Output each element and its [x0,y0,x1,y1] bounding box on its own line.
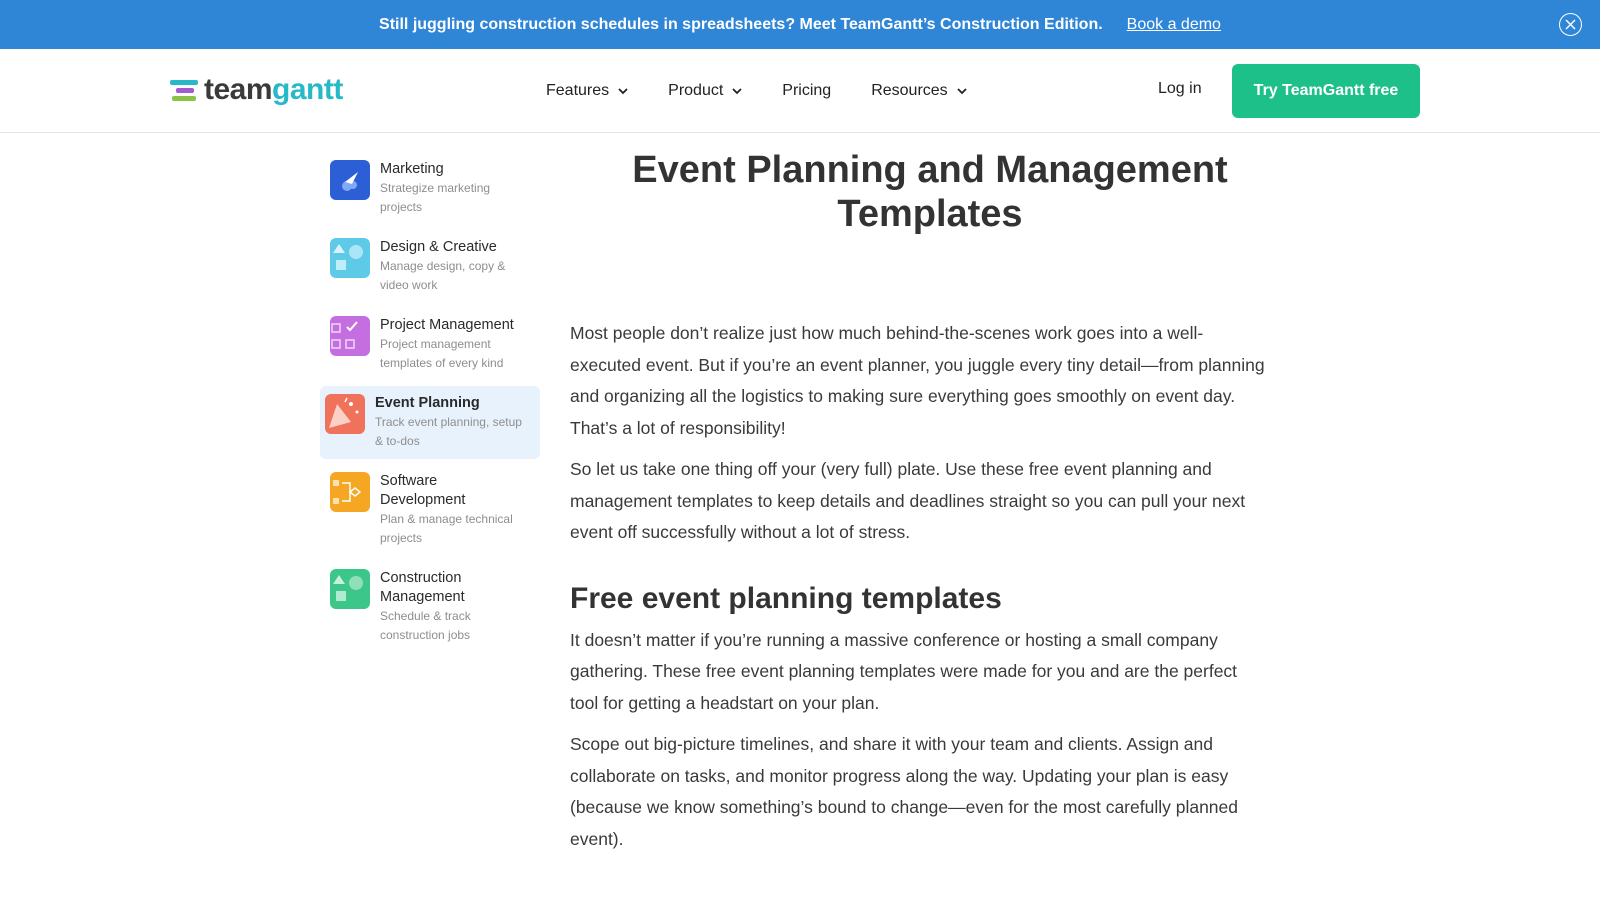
nav-pricing[interactable]: Pricing [782,82,832,99]
party-popper-icon [325,394,365,434]
sidebar-item-desc: Track event planning, setup & to-dos [375,415,522,448]
intro-paragraph-1: Most people don’t realize just how much behind-the-scenes work goes into a well-executed event. But if you’re an event planner, you juggle every tiny detail—from planning and organizing all the logistics to making sure everything goes smoothly on event day. That’s a lot of responsibility! [570,323,1265,438]
page-title: Event Planning and Management Templates [632,149,1228,235]
close-icon [1565,19,1576,30]
logo-wordmark: teamgantt [204,73,343,106]
teamgantt-logo[interactable] [170,73,343,107]
promo-banner [0,0,1600,49]
sidebar-item-software-development[interactable] [320,464,540,556]
login-link[interactable]: Log in [1158,80,1202,97]
section-paragraph-1: It doesn’t matter if you’re running a massive conference or hosting a small company gathering. These free event planning templates were made for you and are the perfect tool for getting a headstart on your plan. [570,629,1238,713]
section-heading: Free event planning templates [570,581,1002,615]
book-demo-link[interactable]: Book a demo [1126,15,1221,33]
logo-mark-icon [170,78,200,102]
sidebar-item-label: Software Development [380,473,466,508]
checklist-icon [330,316,370,356]
blocks-icon [330,569,370,609]
try-free-button[interactable]: Try TeamGantt free [1232,64,1420,118]
chevron-down-icon [618,87,628,95]
code-flow-icon [330,472,370,512]
nav-features[interactable]: Features [546,82,628,100]
section-paragraph-2: Scope out big-picture timelines, and share it with your team and clients. Assign and collaborate on tasks, and monitor progress along the way. Updating your plan is easy (because we know something’s bound to change—even for the most carefully planned event). [570,734,1238,849]
sidebar-item-project-management[interactable] [320,308,540,381]
sidebar-item-desc: Plan & manage technical projects [380,512,513,545]
main-nav [546,49,1007,133]
nav-resources[interactable]: Resources [871,82,966,100]
sidebar-item-event-planning[interactable] [320,386,540,459]
sidebar-item-desc: Schedule & track construction jobs [380,609,471,642]
main-content [570,148,1270,865]
nav-product[interactable]: Product [668,82,742,100]
sidebar-item-label: Project Management [380,317,514,333]
sidebar-item-desc: Project management templates of every kind [380,337,504,370]
banner-message: Still juggling construction schedules in spreadsheets? Meet TeamGantt’s Construction Edition. [379,15,1103,33]
template-category-sidebar [320,152,540,658]
close-banner-button[interactable] [1559,13,1582,36]
sidebar-item-construction-management[interactable] [320,561,540,653]
rocket-icon [330,160,370,200]
sidebar-item-label: Design & Creative [380,239,497,255]
sidebar-item-design-creative[interactable] [320,230,540,303]
chevron-down-icon [732,87,742,95]
sidebar-item-label: Event Planning [375,395,480,411]
sidebar-item-desc: Manage design, copy & video work [380,259,506,292]
site-header [0,49,1600,133]
sidebar-item-label: Construction Management [380,570,465,605]
intro-paragraph-2: So let us take one thing off your (very full) plate. Use these free event planning and management templates to keep details and deadlines straight so you can pull your next event off successfully without a lot of stress. [570,459,1246,542]
chevron-down-icon [957,87,967,95]
sidebar-item-marketing[interactable] [320,152,540,225]
shapes-icon [330,238,370,278]
sidebar-item-label: Marketing [380,161,444,177]
sidebar-item-desc: Strategize marketing projects [380,181,491,214]
